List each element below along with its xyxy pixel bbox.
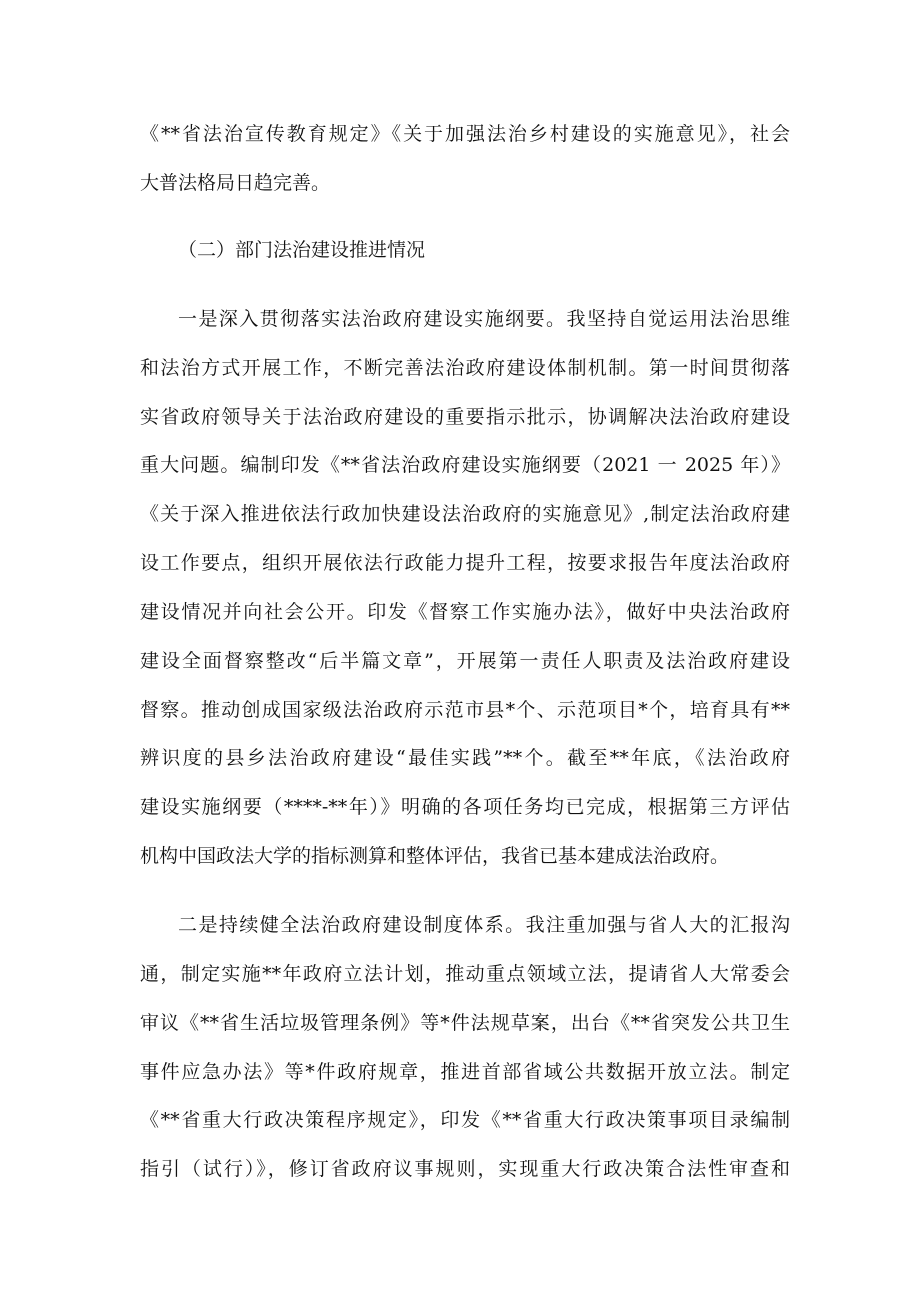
- paragraph-line: 《**省重大行政决策程序规定》，印发《**省重大行政决策事项目录编制: [140, 1109, 790, 1131]
- paragraph-line: 机构中国政法大学的指标测算和整体评估，我省已基本建成法治政府。: [140, 845, 730, 867]
- paragraph-line: 辨识度的县乡法治政府建设“最佳实践”**个。截至**年底，《法治政府: [140, 747, 790, 769]
- paragraph-line: 《**省法治宣传教育规定》《关于加强法治乡村建设的实施意见》，社会: [140, 123, 790, 145]
- paragraph-line: 建设实施纲要（****-**年）》明确的各项任务均已完成，根据第三方评估: [140, 796, 790, 818]
- paragraph-line: 指引（试行）》，修订省政府议事规则，实现重大行政决策合法性审查和: [140, 1158, 790, 1180]
- paragraph-line: 实省政府领导关于法治政府建设的重要指示批示，协调解决法治政府建设: [140, 406, 790, 428]
- paragraph-line: 建设全面督察整改“后半篇文章”，开展第一责任人职责及法治政府建设: [140, 650, 790, 672]
- paragraph-line: 通，制定实施**年政府立法计划，推动重点领域立法，提请省人大常委会: [140, 963, 790, 985]
- section-heading: （二）部门法治建设推进情况: [178, 239, 426, 261]
- paragraph-line: 事件应急办法》等*件政府规章，推进首部省域公共数据开放立法。制定: [140, 1061, 790, 1083]
- paragraph-line: 建设情况并向社会公开。印发《督察工作实施办法》，做好中央法治政府: [140, 601, 790, 623]
- paragraph-line: 重大问题。编制印发《**省法治政府建设实施纲要（2021 一 2025 年）》: [140, 454, 790, 476]
- paragraph-line: 审议《**省生活垃圾管理条例》等*件法规草案，出台《**省突发公共卫生: [140, 1012, 790, 1034]
- paragraph-line: 《关于深入推进依法行政加快建设法治政府的实施意见》,制定法治政府建: [140, 503, 790, 525]
- paragraph-line: 大普法格局日趋完善。: [140, 172, 331, 194]
- paragraph-line: 和法治方式开展工作，不断完善法治政府建设体制机制。第一时间贯彻落: [140, 357, 790, 379]
- paragraph-line: 督察。推动创成国家级法治政府示范市县*个、示范项目*个，培育具有**: [140, 699, 790, 721]
- paragraph-line: 一是深入贯彻落实法治政府建设实施纲要。我坚持自觉运用法治思维: [178, 308, 790, 330]
- paragraph-line: 二是持续健全法治政府建设制度体系。我注重加强与省人大的汇报沟: [178, 914, 790, 936]
- paragraph-line: 设工作要点，组织开展依法行政能力提升工程，按要求报告年度法治政府: [140, 552, 790, 574]
